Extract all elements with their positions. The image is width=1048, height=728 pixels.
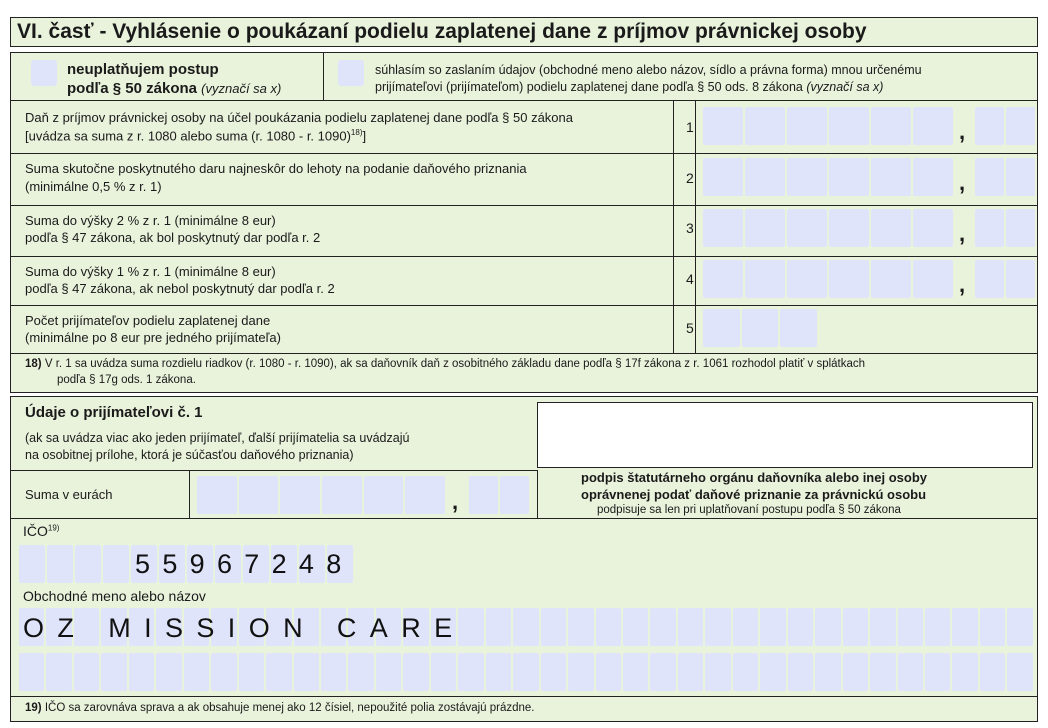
opt1-line1: neuplatňujem postup: [67, 61, 219, 78]
row1-line2: [25, 128, 366, 143]
row-number-4: 4: [686, 271, 694, 287]
recipient-note2: na osobitnej prílohe, ktorá je súčasťou daňového priznania): [25, 448, 354, 462]
name-label: Obchodné meno alebo názov: [23, 588, 206, 604]
opt1-line2: [67, 80, 281, 97]
divider-options: [323, 53, 324, 100]
comma-row1: ,: [959, 119, 966, 144]
row2-line1: Suma skutočne poskytnutého daru najneskôr do lehoty na podanie daňového priznania: [25, 161, 527, 176]
row5-line2: (minimálne po 8 eur pre jedného prijímateľa): [25, 330, 281, 345]
divider-sum-bottom: [11, 518, 1037, 519]
divider-h4: [11, 305, 1037, 306]
divider-h0: [11, 100, 1037, 101]
recipient-note1: (ak sa uvádza viac ako jeden prijímateľ, ďalší prijímatelia sa uvádzajú: [25, 431, 410, 445]
cents-field-row3[interactable]: [975, 209, 1035, 247]
divider-footnote19: [11, 696, 1037, 697]
cents-field-row1[interactable]: [975, 107, 1035, 145]
row-number-5: 5: [686, 320, 694, 336]
ico-value: 55967248: [135, 549, 354, 579]
row1-line1: Daň z príjmov právnickej osoby na účel poukázania podielu zaplatenej dane podľa § 50 zákona: [25, 110, 573, 125]
opt2-line2-text: prijímateľovi (prijímateľom) podielu zaplatenej dane podľa § 50 ods. 8 zákona: [375, 80, 803, 94]
comma-row2: ,: [959, 170, 966, 195]
divider-h1: [11, 153, 1037, 154]
divider-sum-label: [189, 470, 190, 518]
recipient-title: Údaje o prijímateľovi č. 1: [25, 404, 203, 421]
cents-field-row4[interactable]: [975, 260, 1035, 298]
row5-line1: Počet prijímateľov podielu zaplatenej dane: [25, 313, 271, 328]
sum-label: Suma v eurách: [25, 487, 113, 502]
ico-sup: 19): [47, 523, 60, 533]
comma-row4: ,: [959, 272, 966, 297]
footnote19: [25, 702, 535, 714]
upper-block: [10, 52, 1038, 393]
count-field-row5[interactable]: [703, 309, 817, 347]
divider-sum-top: [11, 470, 537, 471]
divider-h5: [11, 353, 1037, 354]
row4-line2: podľa § 47 zákona, ak nebol poskytnutý dar podľa r. 2: [25, 281, 335, 296]
amount-field-row4[interactable]: [703, 260, 953, 298]
amount-field-row3[interactable]: [703, 209, 953, 247]
signature-box[interactable]: [537, 402, 1033, 468]
divider-h2: [11, 205, 1037, 206]
divider-sum-right: [537, 470, 538, 518]
footnote18-line2: podľa § 17g ods. 1 zákona.: [57, 374, 196, 386]
comma-sum: ,: [452, 489, 459, 514]
comma-row3: ,: [959, 221, 966, 246]
ico-label-text: IČO: [23, 523, 48, 539]
row3-line2: podľa § 47 zákona, ak bol poskytnutý dar podľa r. 2: [25, 230, 321, 245]
row3-line1: Suma do výšky 2 % z r. 1 (minimálne 8 eur): [25, 213, 276, 228]
row-number-3: 3: [686, 220, 694, 236]
divider-v-num: [695, 100, 696, 353]
section-title: VI. časť - Vyhlásenie o poukázaní podielu zaplatenej dane z príjmov právnickej osoby: [17, 20, 867, 43]
footnote18-num: 18): [25, 358, 42, 370]
opt2-line2: [375, 80, 883, 94]
name-value: OZ MISSION CARE: [23, 613, 466, 643]
sum-amount-field[interactable]: [197, 476, 445, 514]
checkbox-opt1[interactable]: [31, 60, 57, 86]
footnote19-text: IČO sa zarovnáva sprava a ak obsahuje menej ako 12 čísiel, nepoužité polia zostávajú prázdne.: [44, 702, 535, 714]
footnote18-line1: [25, 358, 865, 370]
divider-h3: [11, 256, 1037, 257]
row1-line2-text: [uvádza sa suma z r. 1080 alebo suma (r. 1080 - r. 1090): [25, 128, 351, 144]
footnote19-num: 19): [25, 702, 42, 714]
row-number-2: 2: [686, 170, 694, 186]
footnote18-text1: V r. 1 sa uvádza suma rozdielu riadkov (r. 1080 - r. 1090), ak sa daňovník daň z osobitného základu dane podľa § 17f zákona z r. 1061 rozhodol platiť v splátkach: [44, 358, 866, 370]
signature-line3: podpisuje sa len pri uplatňovaní postupu podľa § 50 zákona: [597, 504, 901, 516]
signature-line1: podpis štatutárneho orgánu daňovníka alebo inej osoby: [581, 470, 927, 485]
row1-sup: 18): [350, 128, 363, 137]
section-title-bar: [10, 17, 1038, 47]
checkbox-opt2[interactable]: [338, 60, 364, 86]
opt2-line1: súhlasím so zaslaním údajov (obchodné meno alebo názov, sídlo a právna forma) mnou určenému: [375, 63, 922, 77]
name-field-line2[interactable]: [19, 653, 1033, 691]
signature-line2: oprávnenej podať daňové priznanie za právnickú osobu: [581, 487, 927, 502]
opt1-line2-text: podľa § 50 zákona: [67, 80, 197, 97]
opt2-note: (vyznačí sa x): [806, 80, 884, 94]
row2-line2: (minimálne 0,5 % z r. 1): [25, 179, 162, 194]
divider-v-label: [673, 100, 674, 353]
cents-field-row2[interactable]: [975, 158, 1035, 196]
opt1-note: (vyznačí sa x): [201, 81, 282, 96]
row1-tail: ]: [362, 128, 367, 144]
amount-field-row1[interactable]: [703, 107, 953, 145]
ico-label: [23, 523, 59, 539]
row-number-1: 1: [686, 119, 694, 135]
lower-block: [10, 396, 1038, 722]
sum-cents-field[interactable]: [469, 476, 529, 514]
amount-field-row2[interactable]: [703, 158, 953, 196]
row4-line1: Suma do výšky 1 % z r. 1 (minimálne 8 eur): [25, 264, 276, 279]
